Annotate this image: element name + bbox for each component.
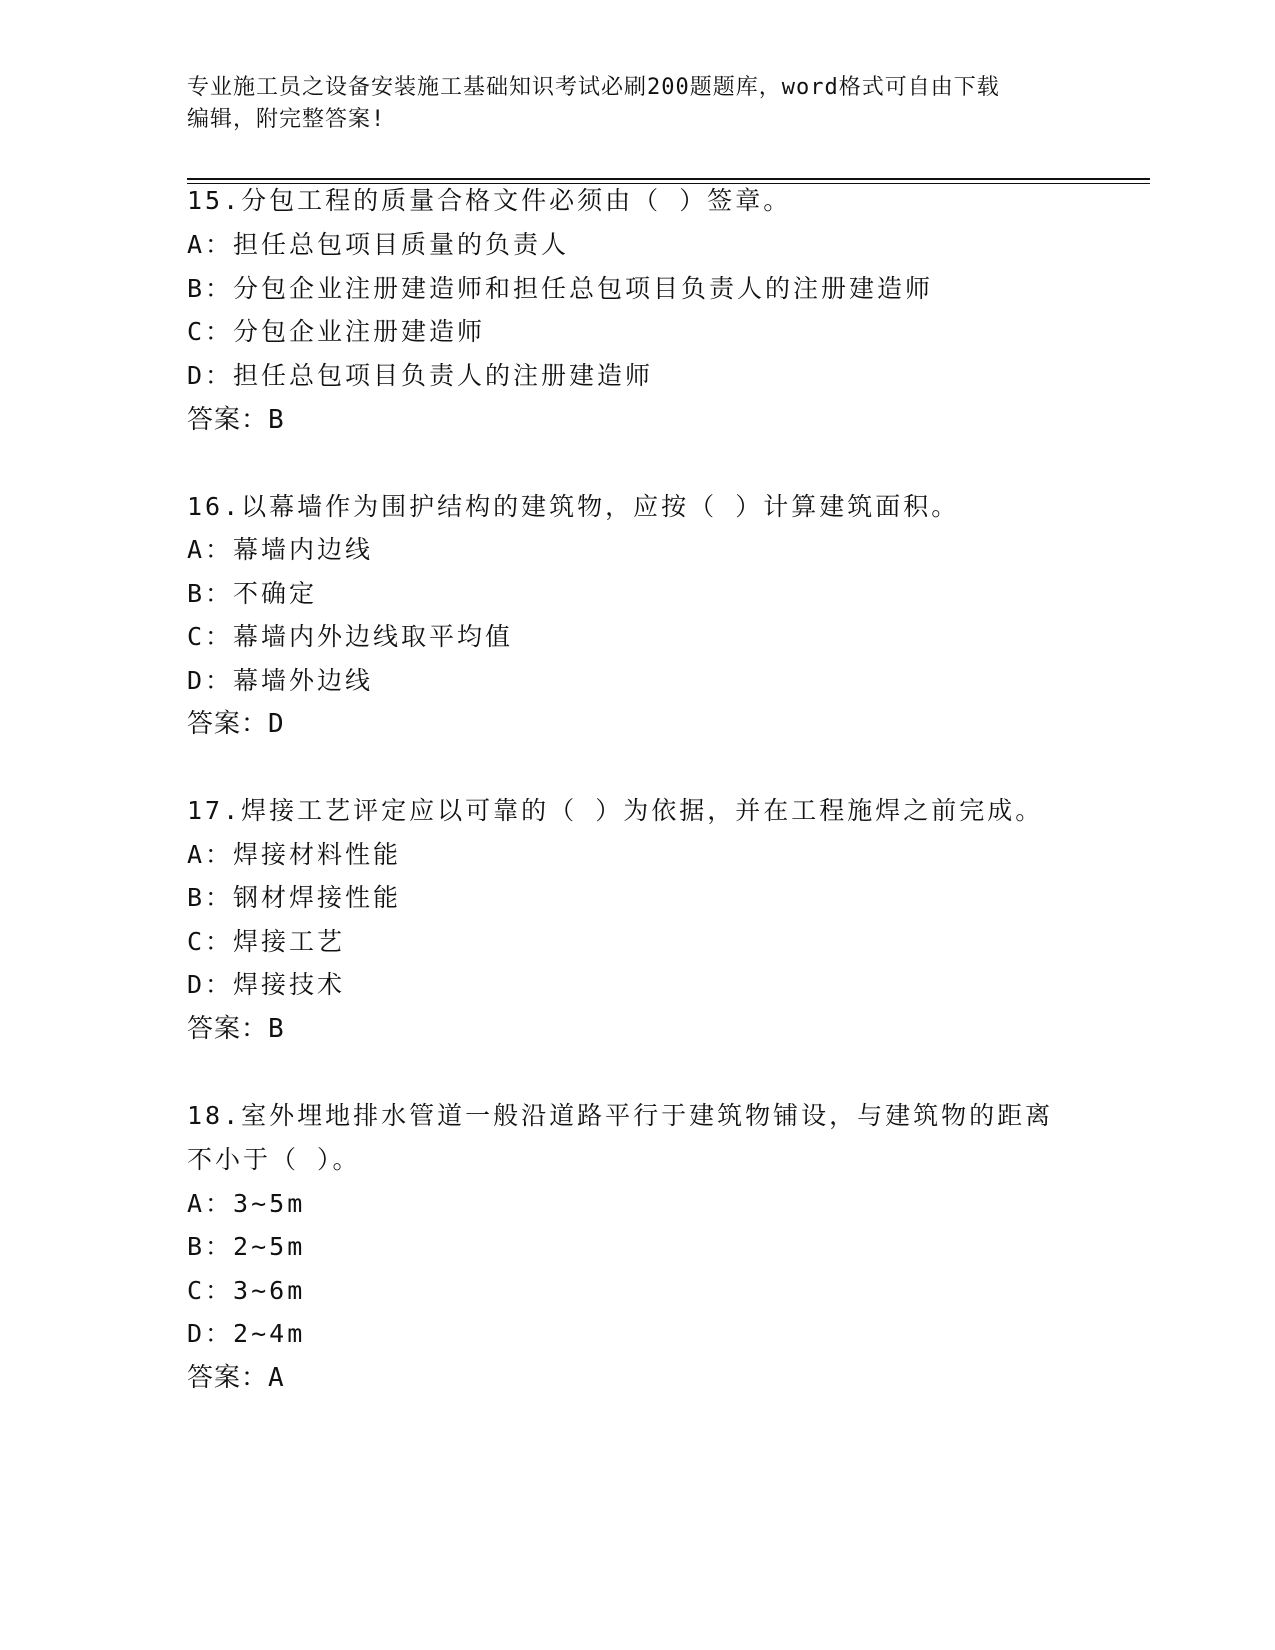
option-c: C：幕墙内外边线取平均值 bbox=[187, 622, 514, 651]
question-stem-line-2: 不小于（ ）。 bbox=[187, 1145, 361, 1174]
question-stem: 16.以幕墙作为围护结构的建筑物，应按（ ）计算建筑面积。 bbox=[187, 492, 960, 521]
option-d: D：2~4m bbox=[187, 1319, 306, 1348]
question-stem-line-1: 18.室外埋地排水管道一般沿道路平行于建筑物铺设，与建筑物的距离 bbox=[187, 1101, 1054, 1130]
option-c: C：分包企业注册建造师 bbox=[187, 317, 486, 346]
option-a: A：幕墙内边线 bbox=[187, 535, 374, 564]
answer: 答案：B bbox=[187, 405, 285, 435]
answer: 答案：D bbox=[187, 709, 285, 739]
question-stem: 15.分包工程的质量合格文件必须由（ ）签章。 bbox=[187, 186, 792, 215]
option-d: D：焊接技术 bbox=[187, 970, 346, 999]
option-a: A：焊接材料性能 bbox=[187, 840, 402, 869]
option-b: B：2~5m bbox=[187, 1232, 306, 1261]
option-b: B：钢材焊接性能 bbox=[187, 883, 402, 912]
option-a: A：担任总包项目质量的负责人 bbox=[187, 230, 570, 259]
option-b: B：不确定 bbox=[187, 579, 318, 608]
option-c: C：焊接工艺 bbox=[187, 927, 346, 956]
answer: 答案：B bbox=[187, 1014, 285, 1044]
option-d: D：幕墙外边线 bbox=[187, 666, 374, 695]
header-line-1: 专业施工员之设备安装施工基础知识考试必刷200题题库，word格式可自由下载 bbox=[187, 75, 1000, 100]
document-header bbox=[187, 72, 1087, 136]
answer: 答案：A bbox=[187, 1363, 285, 1393]
header-line-2: 编辑，附完整答案! bbox=[187, 107, 386, 132]
option-a: A：3~5m bbox=[187, 1189, 306, 1218]
option-c: C：3~6m bbox=[187, 1276, 306, 1305]
question-stem: 17.焊接工艺评定应以可靠的（ ）为依据，并在工程施焊之前完成。 bbox=[187, 796, 1044, 825]
option-d: D：担任总包项目负责人的注册建造师 bbox=[187, 361, 654, 390]
option-b: B：分包企业注册建造师和担任总包项目负责人的注册建造师 bbox=[187, 274, 934, 303]
